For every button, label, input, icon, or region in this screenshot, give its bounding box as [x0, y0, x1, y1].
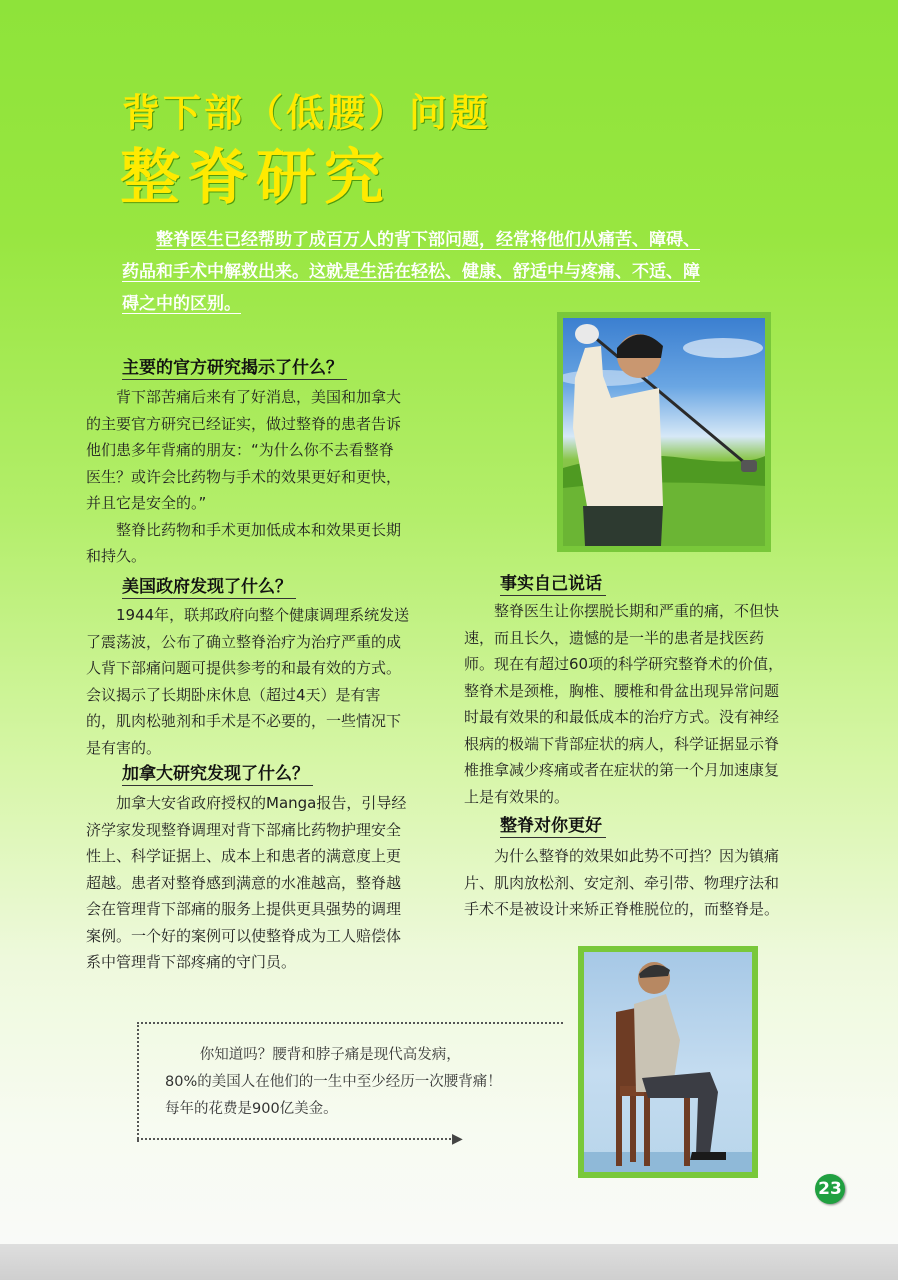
text-line: 会在管理背下部痛的服务上提供更具强势的调理: [86, 900, 402, 918]
text-line: 上是有效果的。: [464, 787, 570, 806]
section-body-better: [464, 843, 800, 923]
text-line: 的，肌肉松驰剂和手术是不必要的，一些情况下: [86, 712, 402, 730]
text-line: 师。现在有超过60项的科学研究整脊术的价值，: [464, 655, 784, 673]
text-line: 整脊医生让你摆脱长期和严重的痛，不但快: [494, 602, 780, 620]
text-line: 整脊比药物和手术更加低成本和效果更长期: [116, 520, 402, 539]
text-line: 人背下部痛问题可提供参考的和最有效的方式。: [86, 659, 402, 677]
text-line: 速，而且长久，遗憾的是一半的患者是找医药: [464, 628, 765, 647]
text-line: 加拿大安省政府授权的Manga报告，引导经: [116, 794, 407, 812]
text-line: 片、肌肉放松剂、安定剂、牵引带、物理疗法和: [464, 873, 780, 892]
intro-line: 整脊医生已经帮助了成百万人的背下部问题，经常将他们从痛苦、障碍、: [156, 230, 700, 250]
page-title: 整脊研究: [120, 143, 392, 213]
text-line: 你知道吗？腰背和脖子痛是现代高发病，: [199, 1047, 461, 1063]
section-body-us-gov: [86, 602, 418, 761]
text-line: 时最有效果的和最低成本的治疗方式。没有神经: [464, 708, 780, 726]
section-heading-better: 整脊对你更好: [500, 815, 606, 838]
seated-man-illustration: [584, 952, 752, 1172]
arrow-right-icon: ▶: [452, 1131, 463, 1147]
text-line: 超越。患者对整脊感到满意的水准越高，整脊越: [86, 873, 402, 892]
section-heading-official: 主要的官方研究揭示了什么？: [122, 357, 347, 380]
golfer-illustration: [563, 318, 765, 546]
page-subtitle: 背下部（低腰）问题: [122, 91, 492, 135]
text-line: 80%的美国人在他们的一生中至少经历一次腰背痛！: [165, 1074, 502, 1090]
text-line: 并且它是安全的。”: [86, 494, 207, 512]
text-line: 性上、科学证据上、成本上和患者的满意度上更: [86, 847, 402, 865]
text-line: 背下部苦痛后来有了好消息，美国和加拿大: [116, 388, 402, 406]
callout-dotted-line: [137, 1138, 455, 1140]
intro-paragraph: [122, 224, 764, 320]
section-body-facts: [464, 598, 800, 810]
text-line: 每年的花费是900亿美金。: [165, 1101, 338, 1117]
section-heading-canada: 加拿大研究发现了什么？: [122, 763, 313, 786]
section-body-official: [86, 384, 418, 570]
text-line: 和持久。: [86, 547, 147, 565]
page-edge-shadow: [0, 1244, 898, 1280]
text-line: 案例。一个好的案例可以使整脊成为工人赔偿体: [86, 926, 402, 945]
callout-text: [165, 1042, 545, 1123]
intro-line: 药品和手术中解救出来。这就是生活在轻松、健康、舒适中与疼痛、不适、障: [122, 262, 700, 282]
section-body-canada: [86, 790, 418, 976]
golfer-photo: [557, 312, 771, 552]
text-line: 他们患多年背痛的朋友：“为什么你不去看整脊: [86, 441, 394, 459]
intro-line: 碍之中的区别。: [122, 294, 241, 314]
text-line: 根病的极端下背部症状的病人，科学证据显示脊: [464, 734, 780, 753]
page-number-badge: 23: [815, 1174, 845, 1204]
text-line: 系中管理背下部疼痛的守门员。: [86, 953, 297, 971]
text-line: 医生？或许会比药物与手术的效果更好和更快，: [86, 467, 402, 486]
seated-man-photo: [578, 946, 758, 1178]
section-heading-facts: 事实自己说话: [500, 573, 606, 596]
text-line: 会议揭示了长期卧床休息（超过4天）是有害: [86, 685, 381, 704]
text-line: 了震荡波，公布了确立整脊治疗为治疗严重的成: [86, 632, 402, 651]
section-heading-us-gov: 美国政府发现了什么？: [122, 576, 296, 599]
text-line: 的主要官方研究已经证实，做过整脊的患者告诉: [86, 414, 402, 433]
text-line: 是有害的。: [86, 738, 162, 757]
text-line: 济学家发现整脊调理对背下部痛比药物护理安全: [86, 820, 402, 839]
text-line: 整脊术是颈椎，胸椎、腰椎和骨盆出现异常问题: [464, 681, 780, 700]
text-line: 手术不是被设计来矫正脊椎脱位的，而整脊是。: [464, 900, 780, 918]
text-line: 为什么整脊的效果如此势不可挡？因为镇痛: [494, 847, 780, 865]
text-line: 1944年，联邦政府向整个健康调理系统发送: [116, 606, 410, 624]
text-line: 椎推拿减少疼痛或者在症状的第一个月加速康复: [464, 761, 780, 779]
